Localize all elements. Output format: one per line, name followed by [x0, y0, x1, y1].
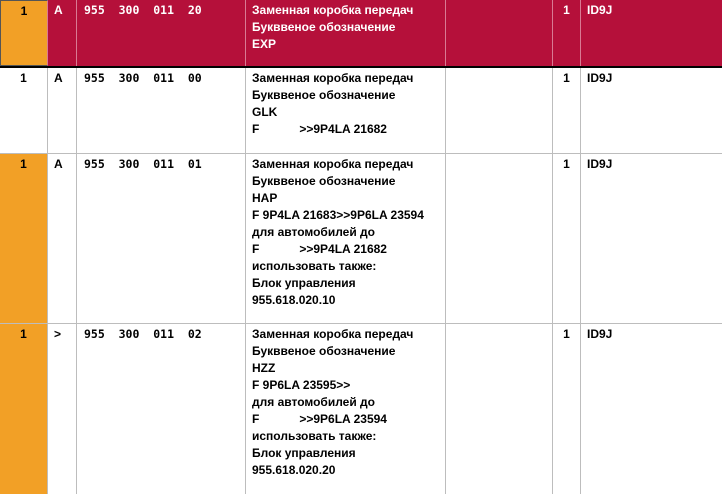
- count-cell: 1: [553, 324, 581, 494]
- count-cell: 1: [553, 0, 581, 66]
- mark-cell: A: [48, 0, 77, 66]
- table-row[interactable]: [0, 154, 722, 323]
- table-row-selected[interactable]: [0, 0, 722, 66]
- qty-cell: 1: [0, 68, 48, 153]
- empty-cell: [446, 154, 553, 323]
- empty-cell: [446, 0, 553, 66]
- mark-cell: A: [48, 68, 77, 153]
- description-cell: Заменная коробка передач Букввеное обозначение GLK F >>9P4LA 21682: [246, 68, 446, 153]
- table-row[interactable]: [0, 68, 722, 153]
- description-cell: Заменная коробка передач Букввеное обозначение HAP F 9P4LA 21683>>9P6LA 23594 для автомобилей до F >>9P4LA 21682 использовать также: Блок управления 955.618.020.10: [246, 154, 446, 323]
- part-number-cell: 955 300 011 02: [77, 324, 246, 494]
- mark-cell: >: [48, 324, 77, 494]
- qty-cell: 1: [0, 0, 48, 66]
- qty-cell: 1: [0, 324, 48, 494]
- mark-cell: A: [48, 154, 77, 323]
- description-cell: Заменная коробка передач Букввеное обозначение EXP: [246, 0, 446, 66]
- part-number-cell: 955 300 011 20: [77, 0, 246, 66]
- description-cell: Заменная коробка передач Букввеное обозначение HZZ F 9P6LA 23595>> для автомобилей до F >>9P6LA 23594 использовать также: Блок управления 955.618.020.20: [246, 324, 446, 494]
- code-cell: ID9J: [587, 327, 613, 341]
- empty-cell: [446, 324, 553, 494]
- code-cell: ID9J: [587, 157, 613, 171]
- qty-cell: 1: [0, 154, 48, 323]
- part-number-cell: 955 300 011 00: [77, 68, 246, 153]
- code-cell: ID9J: [587, 71, 613, 85]
- count-cell: 1: [553, 68, 581, 153]
- table-row[interactable]: [0, 324, 722, 494]
- empty-cell: [446, 68, 553, 153]
- count-cell: 1: [553, 154, 581, 323]
- code-cell: ID9J: [587, 3, 613, 17]
- part-number-cell: 955 300 011 01: [77, 154, 246, 323]
